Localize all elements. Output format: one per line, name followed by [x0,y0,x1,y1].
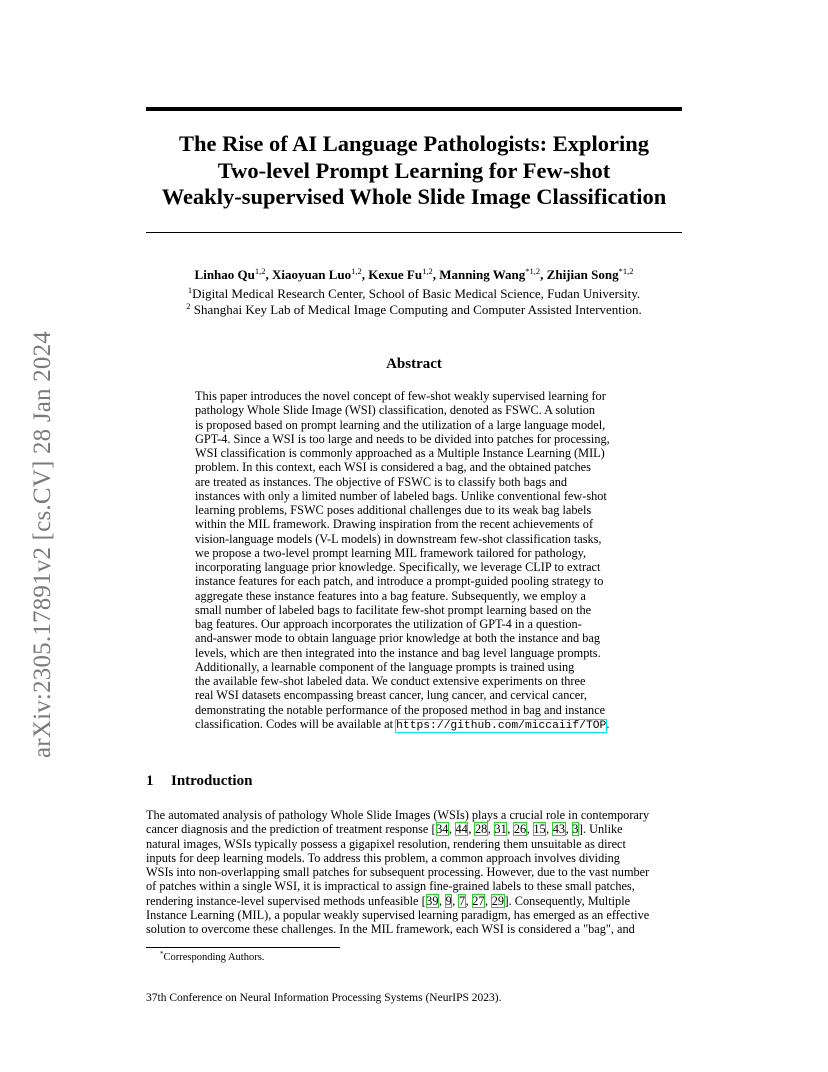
code-repository-link[interactable]: https://github.com/miccaiif/TOP [396,719,607,732]
body-line: The automated analysis of pathology Whole Slide Images (WSIs) plays a crucial role in contemporary [146,808,650,822]
footnote-text: Corresponding Authors. [163,952,265,963]
abstract-line: the available few-shot labeled data. We conduct extensive experiments on three [195,674,586,688]
footnote-rule [146,947,340,948]
abstract-line: are treated as instances. The objective of FSWC is to classify both bags and [195,474,567,489]
affiliation-2 [130,302,698,318]
author-list [130,267,698,283]
abstract-line: instance features for each patch, and introduce a prompt-guided pooling strategy to [195,574,604,589]
citation-link[interactable]: 3 [572,822,579,837]
author-affiliation-mark: 1,2 [254,266,266,276]
abstract-text: classification. Codes will be available at [195,716,397,731]
author-separator: , [361,267,369,282]
author-name: Zhijian Song [546,267,619,282]
abstract-line: within the MIL framework. Drawing inspiration from the recent achievements of [195,517,594,532]
abstract-line: learning problems, FSWC poses additional challenges due to its weak bag labels [195,503,592,517]
citation-link[interactable]: 39 [426,893,439,908]
body-line: solution to overcome these challenges. In the MIL framework, each WSI is considered a "bag", and [146,922,635,936]
section-number: 1 [146,773,154,789]
title-line: The Rise of AI Language Pathologists: Exploring [178,131,650,156]
title-line: Two-level Prompt Learning for Few-shot [217,157,611,183]
abstract-heading: Abstract [386,356,442,372]
citation-link[interactable]: 29 [491,893,504,908]
abstract-line: real WSI datasets encompassing breast cancer, lung cancer, and cervical cancer, [195,688,587,703]
author-name: Linhao Qu [194,267,255,282]
citation-link[interactable]: 7 [458,893,466,908]
author-affiliation-mark: 1,2 [422,266,433,276]
abstract-line: vision-language models (V-L models) in downstream few-shot classification tasks, [195,531,602,546]
body-text: rendering instance-level supervised methods unfeasible [ [146,893,426,908]
body-text: ]. Consequently, Multiple [504,893,631,908]
section-heading [146,772,252,790]
body-text: ]. Unlike [578,822,623,837]
author-separator: , [265,267,272,282]
citation-link[interactable]: 44 [455,822,468,837]
body-line: WSIs into non-overlapping small patches for subsequent processing. However, due to the vast number [146,865,650,879]
abstract-line: bag features. Our approach incorporates the utilization of GPT-4 in a question- [195,617,582,631]
abstract-line [195,717,633,733]
abstract-text: . [606,716,610,731]
body-line: cancer diagnosis and the prediction of treatment response [34, 44, 28, 31, 26, 15, 43, 3]. Unlike [146,822,623,837]
author-affiliation-mark: *1,2 [525,266,541,276]
footnote-mark: * [160,950,164,958]
arxiv-identifier-stamp: arXiv:2305.17891v2 [cs.CV] 28 Jan 2024 [29,331,56,758]
paper-title [130,131,698,211]
abstract-line: aggregate these instance features into a bag feature. Subsequently, we employ a [195,588,586,603]
affiliation-text: Shanghai Key Lab of Medical Image Computing and Computer Assisted Intervention. [190,302,642,317]
abstract-line: GPT-4. Since a WSI is too large and needs to be divided into patches for processing, [195,431,610,446]
abstract-line: demonstrating the notable performance of the proposed method in bag and instance [195,702,606,717]
footnote [160,951,264,964]
author-separator: , [432,267,440,282]
affiliation-1 [130,286,698,302]
abstract-line: pathology Whole Slide Image (WSI) classification, denoted as FSWC. A solution [195,403,596,418]
body-text: cancer diagnosis and the prediction of treatment response [ [146,822,436,837]
affiliation-mark: 2 [186,301,191,311]
abstract-line: small number of labeled bags to facilitate few-shot prompt learning based on the [195,602,592,617]
title-bottom-rule [146,232,682,233]
citation-link[interactable]: 43 [552,822,566,837]
citation-link[interactable]: 27 [472,893,485,908]
body-line: Instance Learning (MIL), a popular weakly supervised learning paradigm, has emerged as an effective [146,907,650,922]
abstract-line: problem. In this context, each WSI is considered a bag, and the obtained patches [195,460,591,475]
abstract-line: levels, which are then integrated into the instance and bag level language prompts. [195,645,601,660]
affiliation-mark: 1 [187,285,193,295]
abstract-line: instances with only a limited number of labeled bags. Unlike conventional few-shot [195,488,607,503]
affiliation-text: Digital Medical Research Center, School of Basic Medical Science, Fudan University. [192,286,641,301]
author-affiliation-mark: *1,2 [618,266,634,276]
author-name: Kexue Fu [368,267,423,282]
abstract-line: and-answer mode to obtain language prior knowledge at both the instance and bag [195,631,600,646]
body-line: of patches within a single WSI, it is impractical to assign fine-grained labels to these small patches, [146,879,635,894]
abstract-body [195,389,633,733]
abstract-line: This paper introduces the novel concept of few-shot weakly supervised learning for [195,389,606,403]
citation-link[interactable]: 31 [494,822,507,837]
title-line: Weakly-supervised Whole Slide Image Classification [161,184,667,209]
title-top-rule [146,107,682,111]
abstract-line: WSI classification is commonly approached as a Multiple Instance Learning (MIL) [195,446,605,460]
body-line: rendering instance-level supervised methods unfeasible [39, 9, 7, 27, 29]. Consequently, Multiple [146,893,631,908]
abstract-line: Additionally, a learnable component of the language prompts is trained using [195,659,575,674]
section-title: Introduction [171,773,253,789]
body-line: inputs for deep learning models. To address this problem, a common approach involves dividing [146,850,620,865]
citation-link[interactable]: 28 [474,822,488,837]
body-line: natural images, WSIs typically possess a gigapixel resolution, rendering them unsuitable as direct [146,836,626,851]
citation-link[interactable]: 15 [533,822,546,837]
author-name: Xiaoyuan Luo [272,267,352,282]
abstract-line: we propose a two-level prompt learning MIL framework tailored for pathology, [195,545,587,560]
abstract-line: is proposed based on prompt learning and the utilization of a large language model, [195,417,606,432]
abstract-line: incorporating language prior knowledge. Specifically, we leverage CLIP to extract [195,560,601,574]
conference-note: 37th Conference on Neural Information Processing Systems (NeurIPS 2023). [146,992,502,1004]
citation-link[interactable]: 9 [445,893,452,908]
author-affiliation-mark: 1,2 [351,266,362,276]
citation-link[interactable]: 26 [513,822,527,837]
author-name: Manning Wang [439,267,526,282]
author-separator: , [540,267,547,282]
citation-link[interactable]: 34 [436,822,449,837]
introduction-body [146,808,684,936]
